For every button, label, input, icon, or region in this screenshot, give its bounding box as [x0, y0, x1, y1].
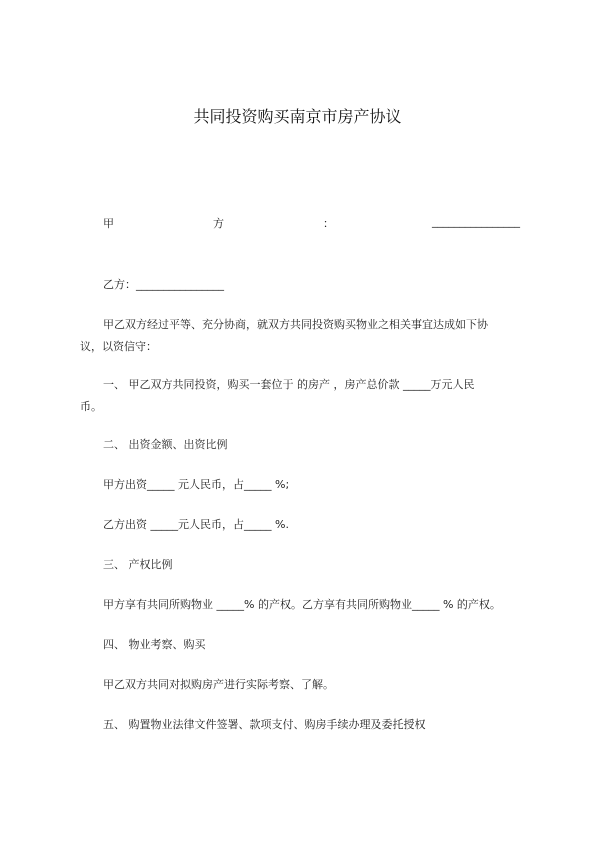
section-3-heading: 三、 产权比例	[103, 558, 173, 571]
section-2-heading: 二、 出资金额、出资比例	[103, 438, 228, 451]
section-5-heading: 五、 购置物业法律文件签署、款项支付、购房手续办理及委托授权	[103, 718, 426, 731]
section-4-heading: 四、 物业考察、购买	[103, 638, 206, 651]
section-1-line-2: 币。	[80, 400, 102, 413]
section-4-body: 甲乙双方共同对拟购房产进行实际考察、了解。	[103, 678, 334, 691]
party-b-line: 乙方：________________	[103, 278, 224, 291]
section-2-party-b: 乙方出资 _____元人民币，占_____ %.	[103, 518, 289, 531]
section-3-body: 甲方享有共同所购物业 _____% 的产权。乙方享有共同所购物业_____ % 的产权。	[103, 598, 501, 611]
section-2-party-a: 甲方出资_____ 元人民币，占_____ %;	[103, 478, 290, 491]
party-a-blank: ________________	[432, 215, 520, 228]
party-a-char-1: 甲	[103, 217, 114, 230]
intro-line-1: 甲乙双方经过平等、充分协商，就双方共同投资购买物业之相关事宜达成如下协	[103, 318, 488, 331]
party-a-colon: ：	[323, 217, 334, 230]
section-1-line-1: 一、 甲乙双方共同投资，购买一套位于 的房产 ，房产总价款 _____万元人民	[103, 378, 475, 391]
party-a-char-2: 方	[213, 217, 224, 230]
intro-line-2: 议，以资信守：	[80, 340, 157, 353]
document-title: 共同投资购买南京市房产协议	[193, 107, 402, 126]
